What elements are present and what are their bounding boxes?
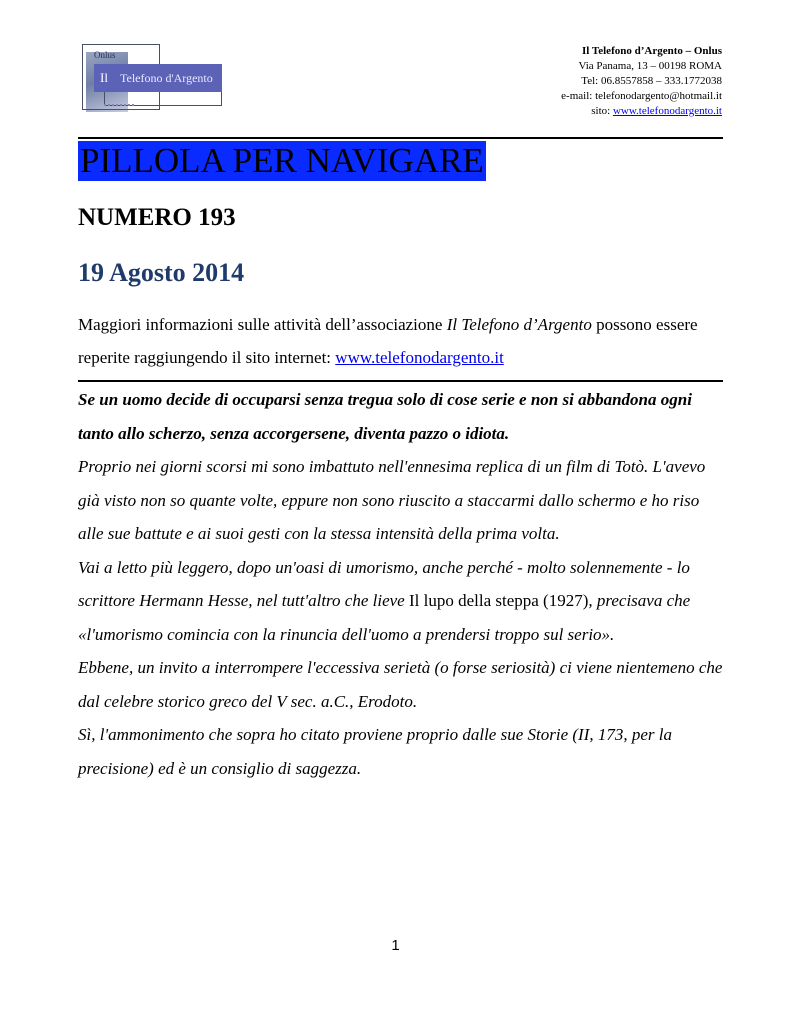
- intro-divider: [78, 380, 723, 382]
- org-site: [561, 104, 722, 119]
- org-site-link[interactable]: www.telefonodargento.it: [612, 105, 722, 117]
- logo-name-text: Telefono d'Argento: [120, 71, 213, 85]
- org-site-label: sito:: [591, 105, 613, 117]
- logo-onlus-text: Onlus: [94, 50, 116, 60]
- intro-text-1: Maggiori informazioni sulle attività dell’associazione: [78, 315, 447, 334]
- intro-text-2: possono essere reperite raggiungendo il sito internet:: [78, 315, 698, 367]
- intro-assoc-name: Il Telefono d’Argento: [446, 315, 592, 334]
- org-email: e-mail: telefonodargento@hotmail.it: [561, 90, 722, 102]
- logo-il-text: Il: [100, 70, 108, 85]
- header-divider: [78, 137, 723, 139]
- article-body: [78, 383, 728, 785]
- p2-book-title: Il lupo della steppa (1927): [408, 591, 589, 610]
- organization-logo: [82, 44, 222, 114]
- body-paragraph-3: Ebbene, un invito a interrompere l'eccessiva serietà (o forse seriosità) ci viene nientemeno che dal celebre storico greco del V sec. a.C., Erodoto.: [78, 658, 723, 711]
- body-paragraph-2: [78, 551, 728, 652]
- letterhead-contact: [561, 44, 722, 119]
- intro-site-link[interactable]: www.telefonodargento.it: [335, 348, 504, 367]
- opening-quote: Se un uomo decide di occuparsi senza tregua solo di cose serie e non si abbandona ogni tanto allo scherzo, senza accorgersene, diventa pazzo o idiota.: [78, 390, 692, 443]
- org-phone: Tel: 06.8557858 – 333.1772038: [581, 75, 722, 87]
- intro-paragraph: [78, 308, 728, 374]
- p2-text-b: , precisava che «l'umorismo comincia con la rinuncia dell'uomo a prendersi troppo sul serio».: [78, 591, 691, 644]
- body-paragraph-4: Sì, l'ammonimento che sopra ho citato proviene proprio dalle sue Storie (II, 173, per la precisione) ed è un consiglio di saggezza.: [78, 725, 672, 778]
- p2-text-a: Vai a letto più leggero, dopo un'oasi di umorismo, anche perché - molto solennemente - lo scrittore Hermann Hesse, nel tutt'altro che lieve: [78, 557, 690, 610]
- issue-number: NUMERO 193: [78, 204, 236, 231]
- page-title: PILLOLA PER NAVIGARE: [80, 141, 484, 180]
- org-name: Il Telefono d’Argento – Onlus: [582, 45, 722, 57]
- issue-date: 19 Agosto 2014: [78, 258, 245, 287]
- logo-dots-decoration: [104, 94, 134, 106]
- page-number: 1: [391, 937, 400, 954]
- org-address: Via Panama, 13 – 00198 ROMA: [578, 60, 722, 72]
- body-paragraph-1: Proprio nei giorni scorsi mi sono imbattuto nell'ennesima replica di un film di Totò. L'avevo già visto non so quante volte, eppure non sono riuscito a staccarmi dallo schermo e ho riso alle sue battute e ai suoi gesti con la stessa intensità della prima volta.: [78, 457, 706, 543]
